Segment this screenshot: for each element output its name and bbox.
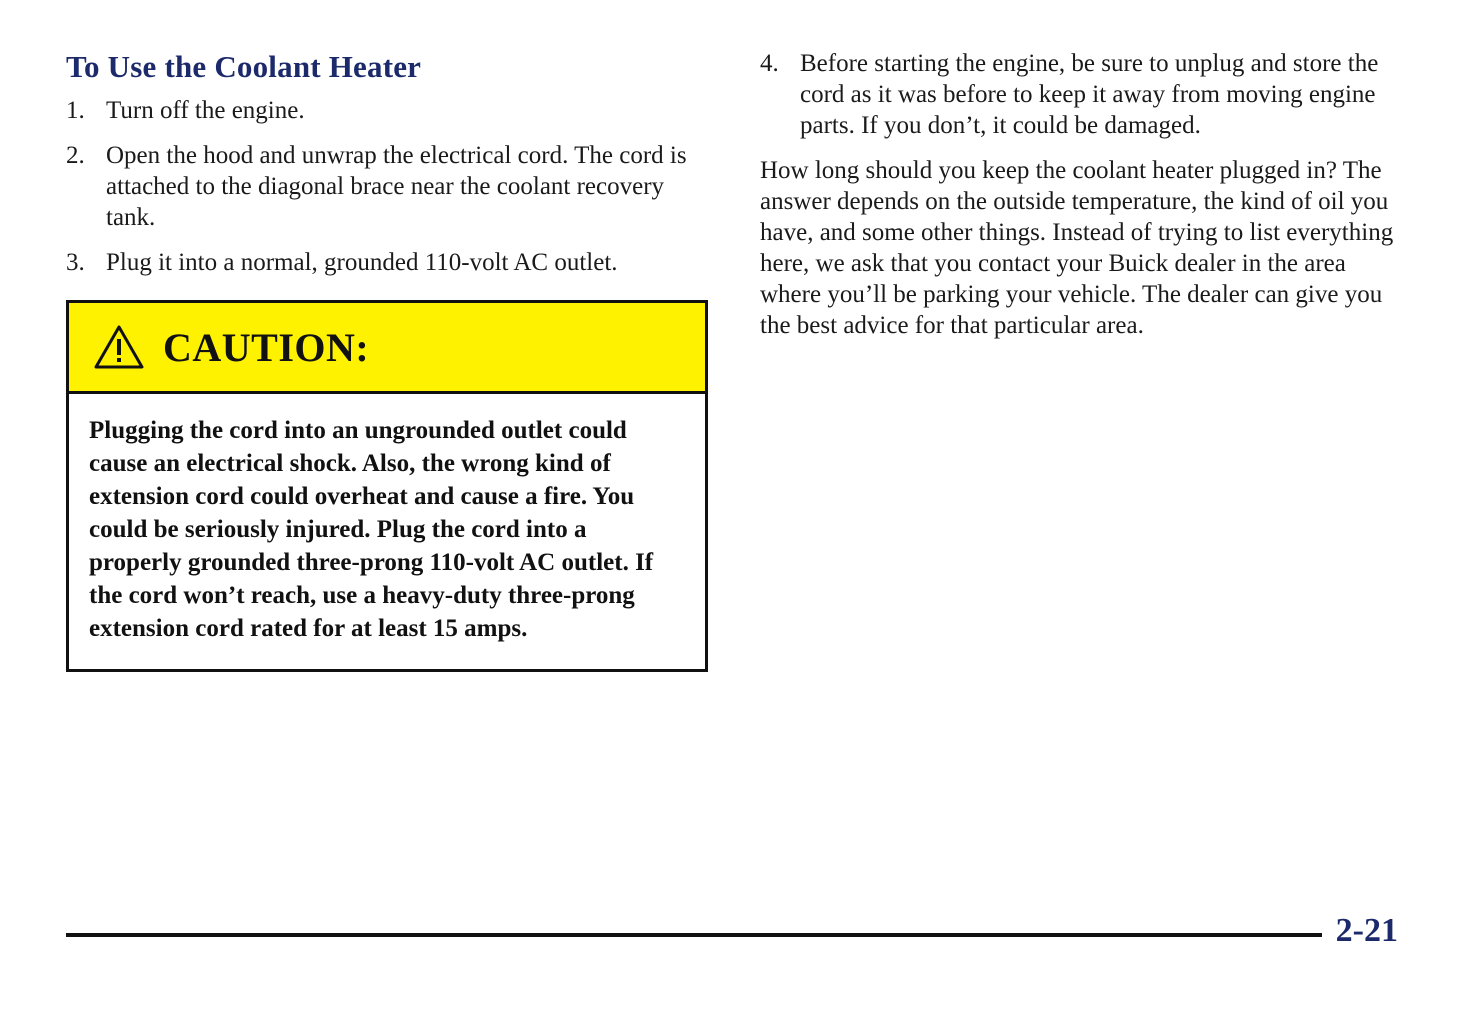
body-paragraph: How long should you keep the coolant heater plugged in? The answer depends on the outside temperature, the kind of oil you have, and some other things. Instead of trying to list everything here, we ask that you contact your Buick dealer in the area where you’ll be parking your vehicle. The dealer can give you the best advice for that particular area.: [760, 157, 1394, 339]
list-item: [66, 140, 716, 233]
section-title: To Use the Coolant Heater: [66, 49, 422, 84]
warning-triangle-icon: [93, 324, 145, 370]
caution-label: CAUTION:: [163, 324, 370, 370]
list-item: [66, 95, 716, 126]
caution-text: Plugging the cord into an ungrounded outlet could cause an electrical shock. Also, the wrong kind of extension cord could overheat and cause a fire. You could be seriously injured. Plug the cord into a properly grounded three-prong 110-volt AC outlet. If the cord won’t reach, use a heavy-duty three-prong extension cord rated for at least 15 amps.: [89, 417, 654, 643]
steps-list: [66, 95, 716, 278]
list-item: [66, 247, 716, 278]
steps-list-continued: [760, 48, 1410, 141]
step-number: 4.: [760, 50, 779, 77]
step-text: Before starting the engine, be sure to unplug and store the cord as it was before to keep it away from moving engine parts. If you don’t, it could be damaged.: [800, 50, 1379, 139]
step-text: Plug it into a normal, grounded 110-volt AC outlet.: [106, 249, 618, 277]
right-column: [760, 48, 1410, 341]
step-number: 1.: [66, 97, 85, 125]
left-column: [66, 48, 716, 672]
step-number: 2.: [66, 142, 85, 170]
caution-header: [69, 303, 705, 394]
step-number: 3.: [66, 249, 85, 277]
page-number: 2-21: [1335, 912, 1398, 949]
step-text: Turn off the engine.: [106, 97, 305, 125]
step-text: Open the hood and unwrap the electrical cord. The cord is attached to the diagonal brace near the coolant recovery tank.: [106, 142, 687, 232]
caution-box: [66, 300, 708, 672]
footer-divider: [66, 933, 1322, 937]
list-item: [760, 48, 1410, 141]
